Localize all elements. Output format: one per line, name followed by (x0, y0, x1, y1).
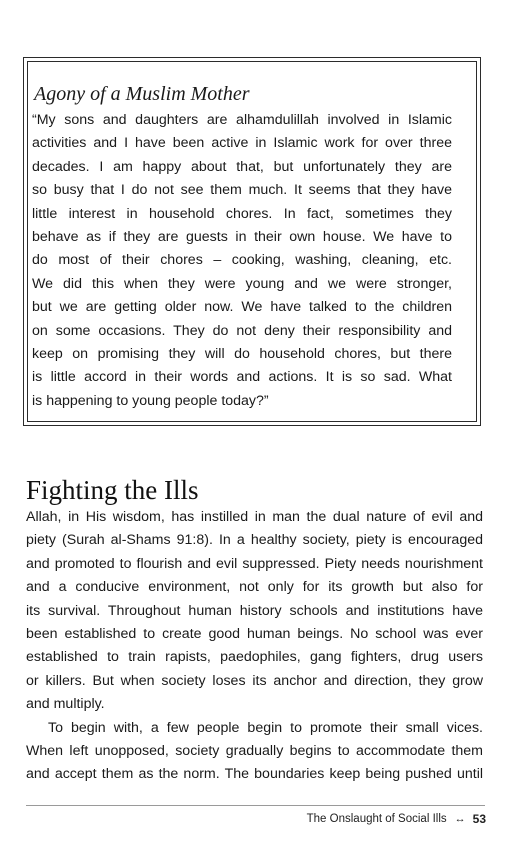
quote-line: is happening to young people today?” (32, 392, 269, 409)
section-body (26, 506, 483, 787)
boxout-title: Agony of a Muslim Mother (34, 83, 250, 105)
footer-rule (26, 805, 485, 806)
body-line: When left unopposed, society gradually begins to accommodate them (26, 742, 483, 759)
boxout-quote (32, 109, 452, 413)
quote-line: on some occasions. They do not deny their responsibility and (32, 322, 452, 339)
body-line: and promoted to flourish and evil suppressed. Piety needs nourishment (26, 555, 483, 572)
quote-line: but we are getting older now. We have talked to the children (32, 299, 452, 316)
quote-line: little interest in household chores. In fact, sometimes they (32, 205, 452, 222)
quote-line: keep on promising they will do household chores, but there (32, 345, 452, 362)
body-line: and accept them as the norm. The boundaries keep being pushed until (26, 766, 483, 783)
running-title: The Onslaught of Social Ills (306, 813, 447, 825)
body-line: To begin with, a few people begin to promote their small vices. (48, 719, 483, 736)
body-line: been established to create good human beings. No school was ever (26, 625, 483, 642)
body-line: and multiply. (26, 696, 105, 713)
body-line: and a conducive environment, not only for its growth but also for (26, 579, 483, 596)
body-line: Allah, in His wisdom, has instilled in man the dual nature of evil and (26, 509, 483, 525)
quote-line: so busy that I do not see them much. It seems that they have (32, 182, 452, 199)
body-line: or killers. But when society loses its anchor and direction, they grow (26, 672, 483, 689)
body-line: established to train rapists, paedophiles, gang fighters, drug users (26, 649, 483, 666)
quote-line: do most of their chores – cooking, washing, cleaning, etc. (32, 252, 452, 269)
quote-line: is little accord in their words and actions. It is so sad. What (32, 369, 452, 386)
body-line: piety (Surah al-Shams 91:8). In a healthy society, piety is encouraged (26, 532, 483, 549)
quote-line: behave as if they are guests in their own house. We have to (32, 228, 452, 245)
quote-line: activities and I have been active in Islamic work for over three (32, 135, 452, 152)
quote-line: We did this when they were young and we were stronger, (32, 275, 452, 292)
page-footer (307, 812, 486, 826)
page-number: 53 (472, 812, 486, 826)
quote-line: “My sons and daughters are alhamdulillah involved in Islamic (32, 112, 452, 128)
quote-line: decades. I am happy about that, but unfortunately they are (32, 158, 452, 175)
double-arrow-icon: ↔ (454, 813, 466, 825)
section-heading: Fighting the Ills (26, 475, 199, 505)
body-line: its survival. Throughout human history schools and institutions have (26, 602, 483, 619)
